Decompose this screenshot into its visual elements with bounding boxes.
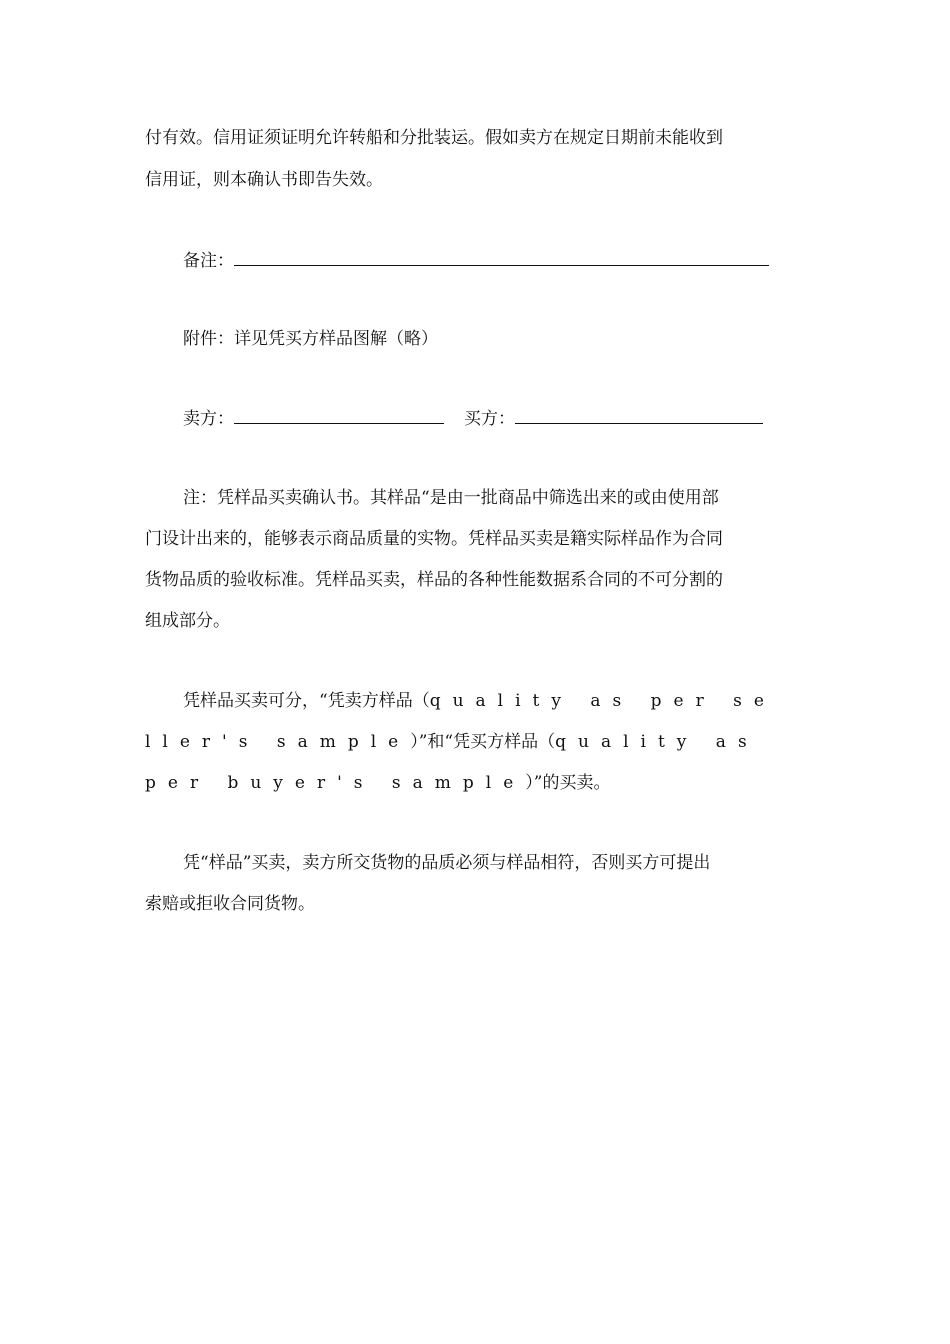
types-latin-text: per buyer's sample xyxy=(145,773,526,793)
remark-label: 备注： xyxy=(183,251,234,271)
types-line xyxy=(145,730,805,754)
claim-line: 凭“样品”买卖，卖方所交货物的品质必须与样品相符，否则买方可提出 xyxy=(183,853,711,873)
paragraph-line: 付有效。信用证须证明允许转船和分批装运。假如卖方在规定日期前未能收到 xyxy=(145,128,723,148)
buyer-label: 买方： xyxy=(464,409,515,429)
types-text: 凭样品买卖可分，“凭卖方样品（ xyxy=(183,691,430,711)
seller-label: 卖方： xyxy=(183,409,234,429)
types-latin-text: quality as xyxy=(555,732,759,752)
paragraph-line: 信用证，则本确认书即告失效。 xyxy=(145,170,383,190)
claim-line: 索赔或拒收合同货物。 xyxy=(145,894,315,914)
seller-blank xyxy=(234,409,444,424)
attachment-line: 附件：详见凭买方样品图解（略） xyxy=(183,329,438,349)
types-text: ）”和“凭买方样品（ xyxy=(410,732,556,752)
types-line xyxy=(183,689,843,713)
remark-row xyxy=(183,249,843,273)
note-line: 注：凭样品买卖确认书。其样品“是由一批商品中筛选出来的或由使用部 xyxy=(183,488,719,508)
note-line: 门设计出来的，能够表示商品质量的实物。凭样品买卖是籍实际样品作为合同 xyxy=(145,529,723,549)
note-line: 组成部分。 xyxy=(145,611,230,631)
remark-blank xyxy=(234,251,769,266)
signature-row xyxy=(183,407,843,431)
types-text: ）”的买卖。 xyxy=(525,773,611,793)
types-latin-text: quality as per se xyxy=(429,691,776,711)
types-line xyxy=(145,771,805,795)
note-line: 货物品质的验收标准。凭样品买卖，样品的各种性能数据系合同的不可分割的 xyxy=(145,570,723,590)
buyer-blank xyxy=(515,409,763,424)
types-latin-text: ller's sample xyxy=(145,732,411,752)
